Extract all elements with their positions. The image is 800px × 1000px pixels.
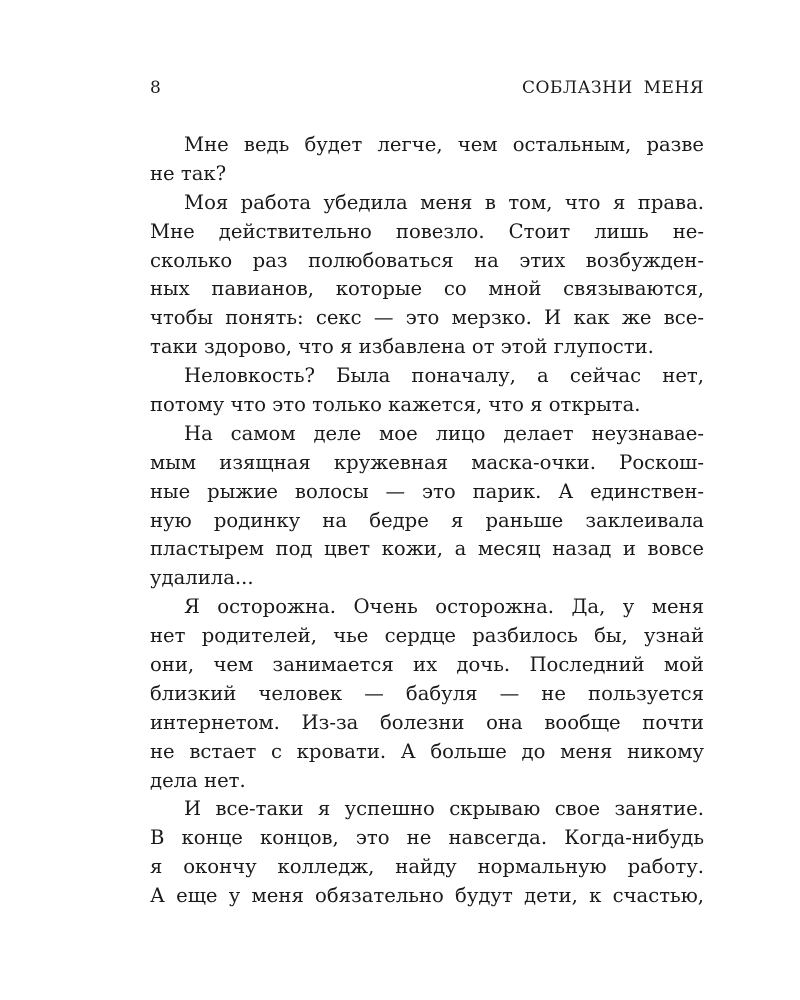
text-line: Неловкость? Была поначалу, а сейчас нет, bbox=[184, 364, 704, 388]
text-line: А еще у меня обязательно будут дети, к счастью, bbox=[150, 884, 704, 908]
text-line: потому что это только кажется, что я открыта. bbox=[150, 393, 641, 417]
text-line: я окончу колледж, найду нормальную работу. bbox=[150, 855, 704, 879]
text-line: ных павианов, которые со мной связываются, bbox=[150, 277, 704, 301]
text-line: чтобы понять: секс — это мерзко. И как же все- bbox=[150, 306, 704, 330]
running-head bbox=[150, 78, 704, 104]
body-text bbox=[150, 131, 704, 911]
text-line: нет родителей, чье сердце разбилось бы, узнай bbox=[150, 624, 704, 648]
text-line: Мне ведь будет легче, чем остальным, разве bbox=[184, 133, 704, 156]
text-line: В конце концов, это не навсегда. Когда-нибудь bbox=[150, 826, 704, 850]
text-line: Мне действительно повезло. Стоит лишь не- bbox=[150, 219, 704, 243]
page-number: 8 bbox=[150, 78, 162, 98]
text-line: близкий человек — бабуля — не пользуется bbox=[150, 681, 704, 705]
text-line: они, чем занимается их дочь. Последний мой bbox=[150, 653, 704, 677]
text-line: ные рыжие волосы — это парик. А единствен- bbox=[150, 479, 704, 503]
text-line: интернетом. Из-за болезни она вообще почти bbox=[150, 710, 704, 734]
text-line: На самом деле мое лицо делает неузнавае- bbox=[184, 421, 704, 445]
text-line: Моя работа убедила меня в том, что я права. bbox=[184, 190, 704, 214]
text-line: не встает с кровати. А больше до меня никому bbox=[150, 739, 704, 763]
text-line: дела нет. bbox=[150, 768, 246, 792]
text-line: таки здорово, что я избавлена от этой глупости. bbox=[150, 335, 654, 359]
text-line: ную родинку на бедре я раньше заклеивала bbox=[150, 508, 704, 532]
book-title: СОБЛАЗНИ МЕНЯ bbox=[521, 78, 704, 98]
text-line: не так? bbox=[150, 161, 227, 185]
text-line: Я осторожна. Очень осторожна. Да, у меня bbox=[184, 595, 704, 619]
text-line: удалила... bbox=[150, 566, 254, 590]
text-line: сколько раз полюбоваться на этих возбужден- bbox=[150, 248, 704, 272]
text-line: И все-таки я успешно скрываю свое занятие. bbox=[184, 797, 704, 821]
text-line: мым изящная кружевная маска-очки. Роскош- bbox=[150, 450, 704, 474]
text-line: пластырем под цвет кожи, а месяц назад и вовсе bbox=[150, 537, 704, 561]
